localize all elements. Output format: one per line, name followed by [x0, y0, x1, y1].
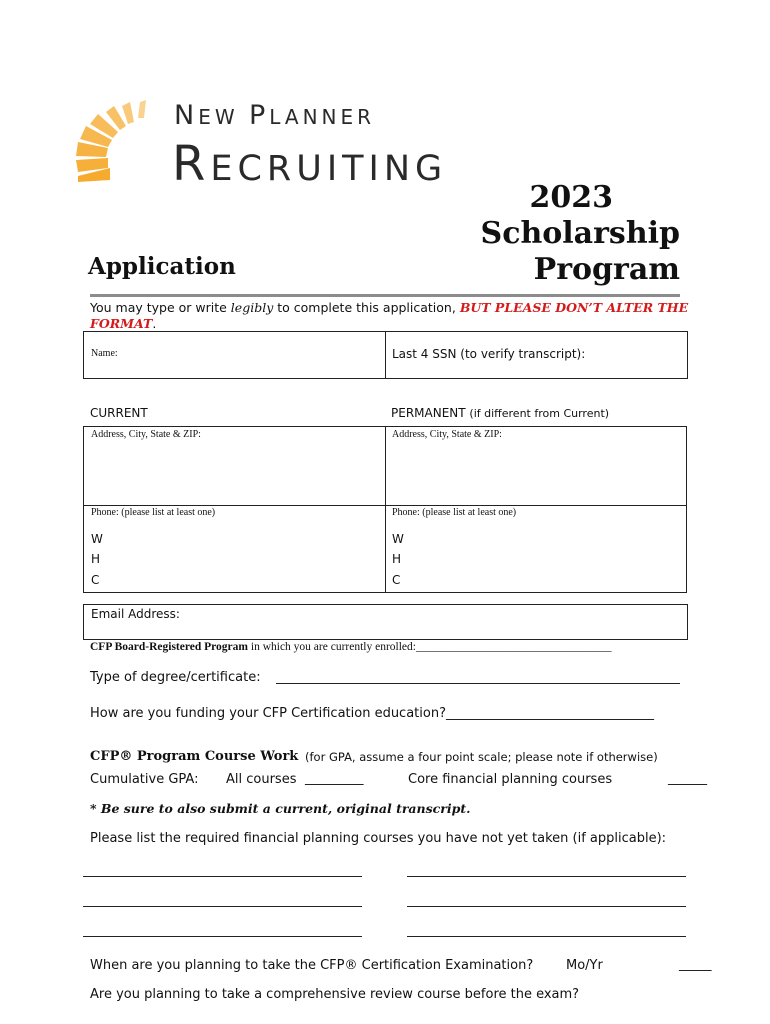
permanent-phone-label: Phone: (please list at least one) [392, 507, 517, 518]
title-program: Program [533, 252, 680, 287]
ssn-label: Last 4 SSN (to verify transcript): [392, 347, 586, 361]
email-field[interactable] [83, 604, 688, 640]
logo-wordmark-recruiting: RECRUITING [172, 136, 448, 192]
current-address-field[interactable] [84, 427, 384, 505]
scholarship-title [481, 180, 680, 288]
name-label: Name: [91, 348, 118, 359]
program-line[interactable]: CFP Board-Registered Program in which you are currently enrolled:__________________________________ [90, 641, 612, 653]
application-heading: Application [88, 253, 236, 280]
permanent-address-label: Address, City, State & ZIP: [392, 429, 502, 440]
current-heading: CURRENT [90, 406, 148, 420]
coursework-heading: CFP® Program Course Work [90, 749, 299, 764]
address-box [83, 426, 687, 593]
courses-prompt: Please list the required financial planning courses you have not yet taken (if applicable): [90, 831, 667, 846]
review-course-question: Are you planning to take a comprehensive review course before the exam? [90, 987, 580, 1002]
permanent-phone-c: C [392, 573, 401, 587]
current-phone-field[interactable] [84, 506, 384, 592]
current-phone-label: Phone: (please list at least one) [91, 507, 216, 518]
transcript-note: * Be sure to also submit a current, original transcript. [90, 801, 471, 816]
core-courses-label: Core financial planning courses [408, 772, 613, 787]
degree-input-line[interactable] [276, 682, 680, 684]
course-line-right-3[interactable] [407, 936, 686, 937]
funding-question[interactable]: How are you funding your CFP Certification education?________________________________ [90, 706, 654, 721]
title-year: 2023 [529, 180, 614, 215]
permanent-phone-h: H [392, 552, 402, 566]
course-line-left-3[interactable] [83, 936, 362, 937]
coursework-note: (for GPA, assume a four point scale; please note if otherwise) [305, 750, 658, 764]
permanent-heading: PERMANENT (if different from Current) [391, 406, 610, 420]
course-line-left-2[interactable] [83, 906, 362, 907]
current-phone-c: C [91, 573, 100, 587]
permanent-phone-field[interactable] [386, 506, 686, 592]
intro-text: You may type or write legibly to complete this application, BUT PLEASE DON’T ALTER THE FORMAT. [90, 300, 689, 331]
permanent-address-field[interactable] [386, 427, 686, 505]
course-line-right-2[interactable] [407, 906, 686, 907]
current-address-label: Address, City, State & ZIP: [91, 429, 201, 440]
logo-wordmark-new-planner: NEW PLANNER [174, 100, 376, 131]
header-divider [90, 294, 680, 297]
ssn-field[interactable] [386, 332, 686, 378]
exam-mo-yr-label: Mo/Yr [566, 958, 603, 973]
course-line-left-1[interactable] [83, 876, 362, 877]
current-phone-w: W [91, 532, 103, 546]
format-warning: BUT PLEASE DON’T ALTER THE FORMAT [90, 300, 689, 331]
title-scholarship: Scholarship [480, 216, 680, 251]
name-ssn-box [83, 331, 688, 379]
gpa-label: Cumulative GPA: [90, 772, 199, 787]
course-line-right-1[interactable] [407, 876, 686, 877]
email-label: Email Address: [91, 607, 180, 621]
logo-sunburst-icon [70, 96, 160, 186]
name-field[interactable] [84, 332, 386, 378]
exam-question: When are you planning to take the CFP® Certification Examination? [90, 958, 534, 973]
exam-date-input[interactable]: _____ [679, 957, 712, 972]
current-phone-h: H [91, 552, 101, 566]
all-courses-label: All courses [226, 772, 297, 787]
all-courses-gpa-input[interactable]: _________ [305, 771, 364, 786]
core-courses-gpa-input[interactable]: ______ [668, 771, 707, 786]
permanent-phone-w: W [392, 532, 404, 546]
degree-label: Type of degree/certificate: [90, 670, 261, 685]
